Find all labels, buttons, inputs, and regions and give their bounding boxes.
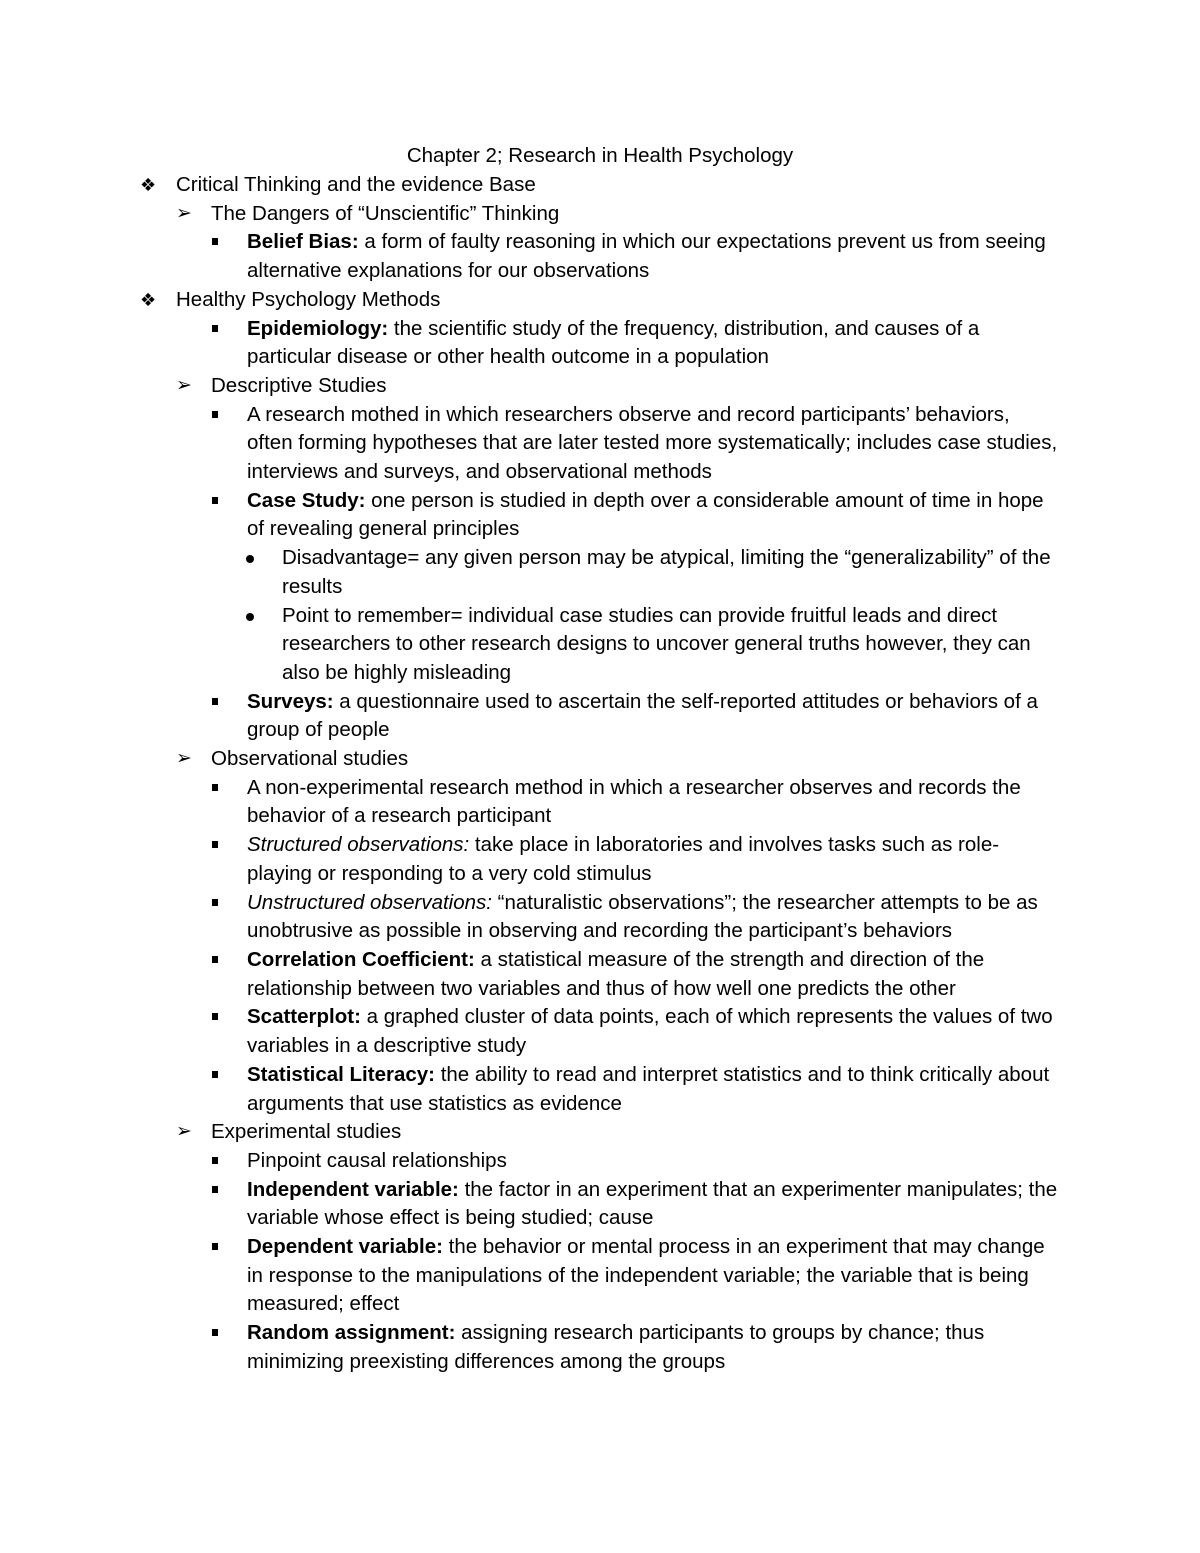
outline-item-level-3 — [0, 946, 1058, 1003]
outline-item-level-3 — [0, 1061, 1058, 1118]
outline-item-level-3 — [0, 1233, 1058, 1319]
square-bullet-icon — [212, 956, 218, 963]
term-label: Correlation Coefficient: — [247, 947, 475, 971]
term-label-italic: Structured observations: — [247, 833, 470, 857]
term-label: Case Study: — [247, 488, 366, 512]
outline-item-level-3 — [0, 1176, 1058, 1233]
square-bullet-icon — [212, 238, 218, 245]
diamond-bullet-icon: ❖ — [140, 289, 157, 310]
item-text: the behavior or mental process in an experiment that may change in response to the manipulations of the independent variable; the variable that is being measured; effect — [247, 1235, 1045, 1316]
item-text: “naturalistic observations”; the researcher attempts to be as unobtrusive as possible in observing and recording the participant’s behaviors — [247, 890, 1038, 943]
outline-list — [0, 171, 1200, 1377]
square-bullet-icon — [212, 325, 218, 332]
outline-item-level-1 — [0, 286, 1056, 315]
outline-item-level-3 — [0, 487, 1058, 544]
square-bullet-icon — [212, 1186, 218, 1193]
outline-item-level-3 — [0, 831, 1058, 888]
square-bullet-icon — [212, 1243, 218, 1250]
term-label: Independent variable: — [247, 1177, 459, 1201]
round-bullet-icon — [246, 613, 254, 621]
term-label: Statistical Literacy: — [247, 1062, 435, 1086]
outline-item-level-3 — [0, 1003, 1058, 1060]
item-text: a questionnaire used to ascertain the self-reported attitudes or behaviors of a group of people — [247, 689, 1038, 742]
outline-item-level-3 — [0, 315, 1058, 372]
item-text: Disadvantage= any given person may be atypical, limiting the “generalizability” of the results — [282, 546, 1051, 598]
item-text: Pinpoint causal relationships — [247, 1148, 507, 1172]
arrow-bullet-icon: ➢ — [176, 1121, 192, 1143]
square-bullet-icon — [212, 698, 218, 705]
term-label: Dependent variable: — [247, 1235, 443, 1259]
item-text: a statistical measure of the strength and direction of the relationship between two variables and thus of how well one predicts the other — [247, 947, 985, 1000]
item-text: Critical Thinking and the evidence Base — [176, 173, 536, 196]
page-title: Chapter 2; Research in Health Psychology — [406, 144, 794, 167]
outline-item-level-4 — [0, 602, 1058, 688]
square-bullet-icon — [212, 1157, 218, 1164]
item-text: Descriptive Studies — [211, 373, 387, 397]
outline-item-level-3 — [0, 401, 1058, 487]
item-text: a graphed cluster of data points, each of which represents the values of two variables in a descriptive study — [247, 1005, 1053, 1058]
item-text: the factor in an experiment that an experimenter manipulates; the variable whose effect is being studied; cause — [247, 1177, 1058, 1230]
square-bullet-icon — [212, 784, 218, 791]
item-text: the ability to read and interpret statistics and to think critically about arguments that use statistics as evidence — [247, 1062, 1050, 1115]
term-label: Scatterplot: — [247, 1005, 361, 1029]
item-text: one person is studied in depth over a considerable amount of time in hope of revealing general principles — [247, 488, 1044, 541]
term-label-italic: Unstructured observations: — [247, 890, 492, 914]
item-text: Experimental studies — [211, 1120, 402, 1144]
square-bullet-icon — [212, 1013, 218, 1020]
arrow-bullet-icon: ➢ — [176, 374, 192, 396]
outline-item-level-3 — [0, 1319, 1058, 1376]
term-label: Surveys: — [247, 689, 334, 713]
item-text: The Dangers of “Unscientific” Thinking — [211, 201, 560, 225]
outline-item-level-1 — [0, 171, 1056, 200]
item-text: A non-experimental research method in which a researcher observes and records the behavior of a research participant — [247, 775, 1021, 828]
item-text: A research mothed in which researchers observe and record participants’ behaviors, often forming hypotheses that are later tested more systematically; includes case studies, interviews and surveys, and observational methods — [247, 402, 1058, 484]
item-text: Point to remember= individual case studies can provide fruitful leads and direct researchers to other research designs to uncover general truths however, they can also be highly misleading — [282, 603, 1031, 684]
square-bullet-icon — [212, 411, 218, 418]
term-label: Belief Bias: — [247, 230, 359, 254]
diamond-bullet-icon: ❖ — [140, 175, 157, 195]
arrow-bullet-icon: ➢ — [176, 748, 192, 770]
square-bullet-icon — [212, 1329, 218, 1336]
item-text: assigning research participants to groups by chance; thus minimizing preexisting differences among the groups — [247, 1321, 985, 1373]
outline-item-level-3 — [0, 774, 1058, 831]
square-bullet-icon — [212, 899, 218, 906]
outline-item-level-2 — [0, 200, 1056, 229]
outline-item-level-3 — [0, 228, 1058, 285]
outline-item-level-3 — [0, 889, 1058, 946]
item-text: take place in laboratories and involves tasks such as role-playing or responding to a very cold stimulus — [247, 833, 1000, 885]
outline-item-level-3 — [0, 1147, 1058, 1176]
outline-item-level-2 — [0, 1118, 1056, 1147]
item-text: Healthy Psychology Methods — [176, 287, 441, 311]
square-bullet-icon — [212, 841, 218, 848]
outline-item-level-2 — [0, 372, 1056, 401]
outline-item-level-4 — [0, 544, 1058, 601]
arrow-bullet-icon: ➢ — [176, 202, 192, 224]
term-label: Random assignment: — [247, 1321, 456, 1345]
outline-item-level-3 — [0, 688, 1058, 745]
item-text: the scientific study of the frequency, distribution, and causes of a particular disease or other health outcome in a population — [247, 316, 980, 369]
outline-item-level-2 — [0, 745, 1056, 774]
square-bullet-icon — [212, 1071, 218, 1078]
item-text: Observational studies — [211, 747, 409, 771]
term-label: Epidemiology: — [247, 316, 389, 340]
item-text: a form of faulty reasoning in which our expectations prevent us from seeing alternative explanations for our observations — [247, 230, 1046, 283]
round-bullet-icon — [246, 555, 254, 563]
square-bullet-icon — [212, 497, 218, 504]
